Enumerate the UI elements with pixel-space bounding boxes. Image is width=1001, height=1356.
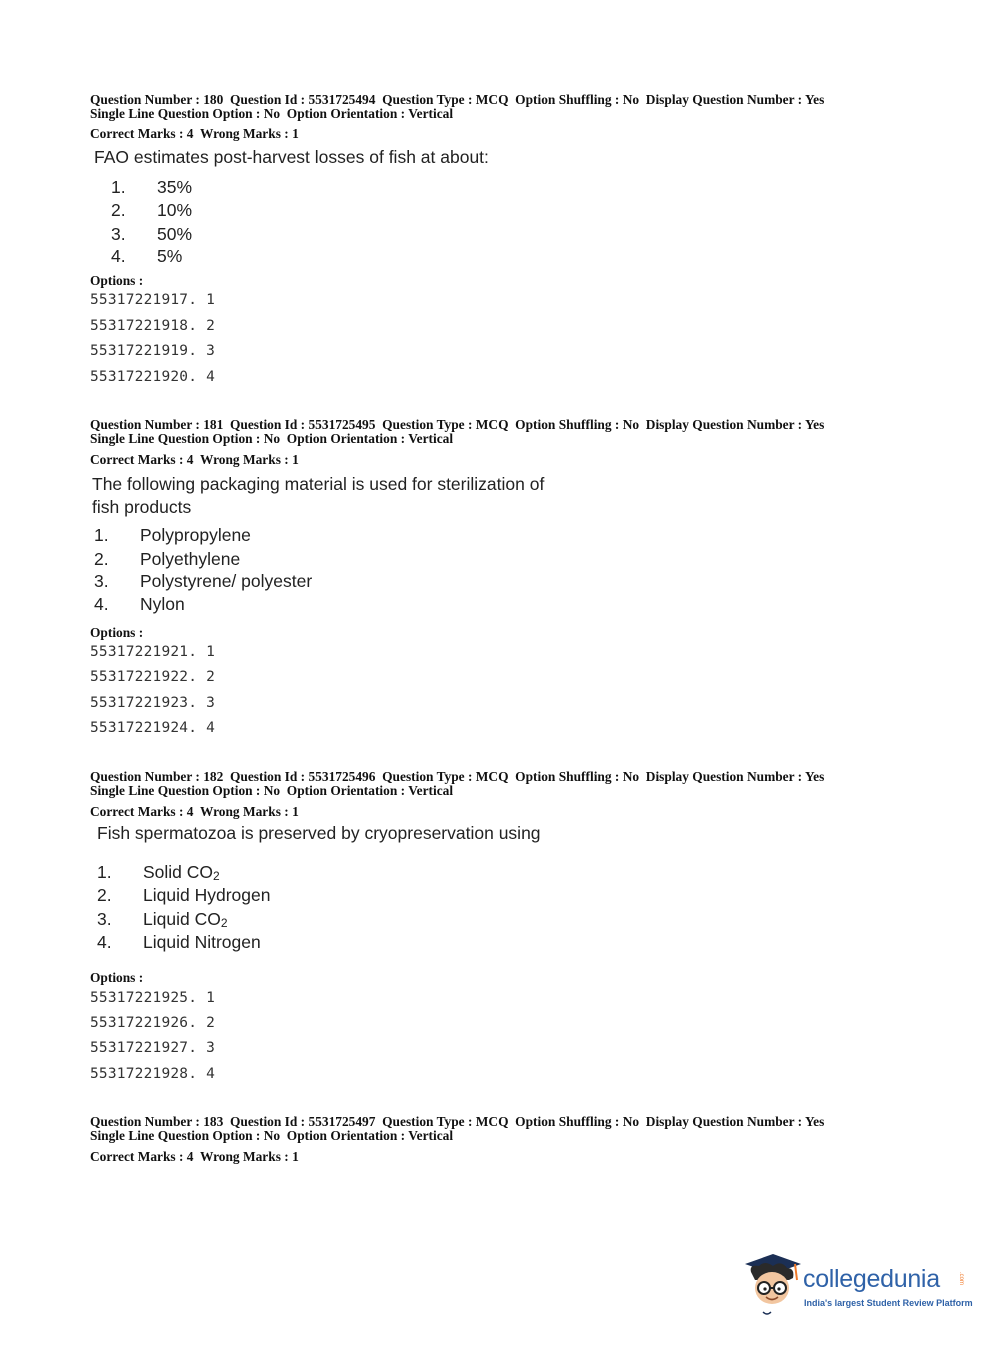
question-181-option-3: 55317221923. 3: [90, 695, 216, 711]
question-182-meta-line2: Single Line Question Option : No Option Orientation : Vertical: [90, 783, 454, 798]
choice-text: Polypropylene: [140, 525, 251, 545]
choice-number: 2.: [97, 885, 112, 905]
question-180-marks: Correct Marks : 4 Wrong Marks : 1: [90, 126, 299, 141]
question-180-meta-line1: Question Number : 180 Question Id : 5531725494 Question Type : MCQ Option Shuffling : No Display Question Number : Yes: [90, 92, 825, 107]
choice-text: Liquid Nitrogen: [143, 932, 261, 952]
choice-text: 35%: [157, 177, 193, 197]
question-181-text-line1: The following packaging material is used for sterilization of: [92, 474, 545, 494]
tassel-icon: [795, 1264, 797, 1280]
logo-wordmark: collegedunia: [803, 1265, 940, 1293]
question-182-option-4: 55317221928. 4: [90, 1066, 216, 1082]
question-181-option-4: 55317221924. 4: [90, 720, 216, 736]
subscript: 2: [213, 869, 220, 883]
choice-text: Nylon: [140, 594, 185, 614]
choice-number: 3.: [97, 909, 112, 929]
question-181-option-2: 55317221922. 2: [90, 669, 216, 685]
question-182-option-2: 55317221926. 2: [90, 1015, 216, 1031]
logo-tagline: India's largest Student Review Platform: [804, 1298, 973, 1308]
choice-number: 4.: [94, 594, 109, 614]
choice-number: 2.: [111, 200, 126, 220]
choice-number: 2.: [94, 549, 109, 569]
question-180-text: FAO estimates post-harvest losses of fish at about:: [94, 147, 489, 167]
choice-number: 1.: [94, 525, 109, 545]
choice-text: Liquid Hydrogen: [143, 885, 271, 905]
question-183-marks: Correct Marks : 4 Wrong Marks : 1: [90, 1149, 299, 1164]
question-181-option-1: 55317221921. 1: [90, 644, 216, 660]
question-183-meta-line2: Single Line Question Option : No Option Orientation : Vertical: [90, 1128, 454, 1143]
question-180-option-2: 55317221918. 2: [90, 318, 216, 334]
question-183-meta-line1: Question Number : 183 Question Id : 5531725497 Question Type : MCQ Option Shuffling : No Display Question Number : Yes: [90, 1114, 825, 1129]
question-181-options-label: Options :: [90, 625, 144, 640]
question-182-marks: Correct Marks : 4 Wrong Marks : 1: [90, 804, 299, 819]
choice-number: 1.: [97, 862, 112, 882]
choice-text: 5%: [157, 246, 183, 266]
question-180-option-4: 55317221920. 4: [90, 369, 216, 385]
choice-text-main: Liquid CO: [143, 909, 221, 929]
question-181-marks: Correct Marks : 4 Wrong Marks : 1: [90, 452, 299, 467]
choice-text: Polyethylene: [140, 549, 241, 569]
choice-text: 50%: [157, 224, 193, 244]
question-182-option-1: 55317221925. 1: [90, 990, 216, 1006]
choice-number: 3.: [94, 571, 109, 591]
question-182-text: Fish spermatozoa is preserved by cryopreservation using: [97, 823, 541, 843]
question-182-meta-line1: Question Number : 182 Question Id : 5531725496 Question Type : MCQ Option Shuffling : No Display Question Number : Yes: [90, 769, 825, 784]
question-181-text-line2: fish products: [92, 497, 192, 517]
question-180-option-3: 55317221919. 3: [90, 343, 216, 359]
choice-text: Polystyrene/ polyester: [140, 571, 313, 591]
question-181-meta-line1: Question Number : 181 Question Id : 5531725495 Question Type : MCQ Option Shuffling : No Display Question Number : Yes: [90, 417, 825, 432]
question-182-options-label: Options :: [90, 970, 144, 985]
question-182-option-3: 55317221927. 3: [90, 1040, 216, 1056]
choice-text: 10%: [157, 200, 193, 220]
choice-number: 4.: [111, 246, 126, 266]
question-181-meta-line2: Single Line Question Option : No Option Orientation : Vertical: [90, 431, 454, 446]
choice-number: 3.: [111, 224, 126, 244]
logo-dotcom: .com: [958, 1272, 964, 1286]
question-180-meta-line2: Single Line Question Option : No Option Orientation : Vertical: [90, 106, 454, 121]
choice-number: 1.: [111, 177, 126, 197]
question-180-option-1: 55317221917. 1: [90, 292, 216, 308]
choice-number: 4.: [97, 932, 112, 952]
subscript: 2: [220, 916, 228, 930]
choice-text-main: Solid CO: [143, 862, 214, 882]
question-180-options-label: Options :: [90, 273, 144, 288]
